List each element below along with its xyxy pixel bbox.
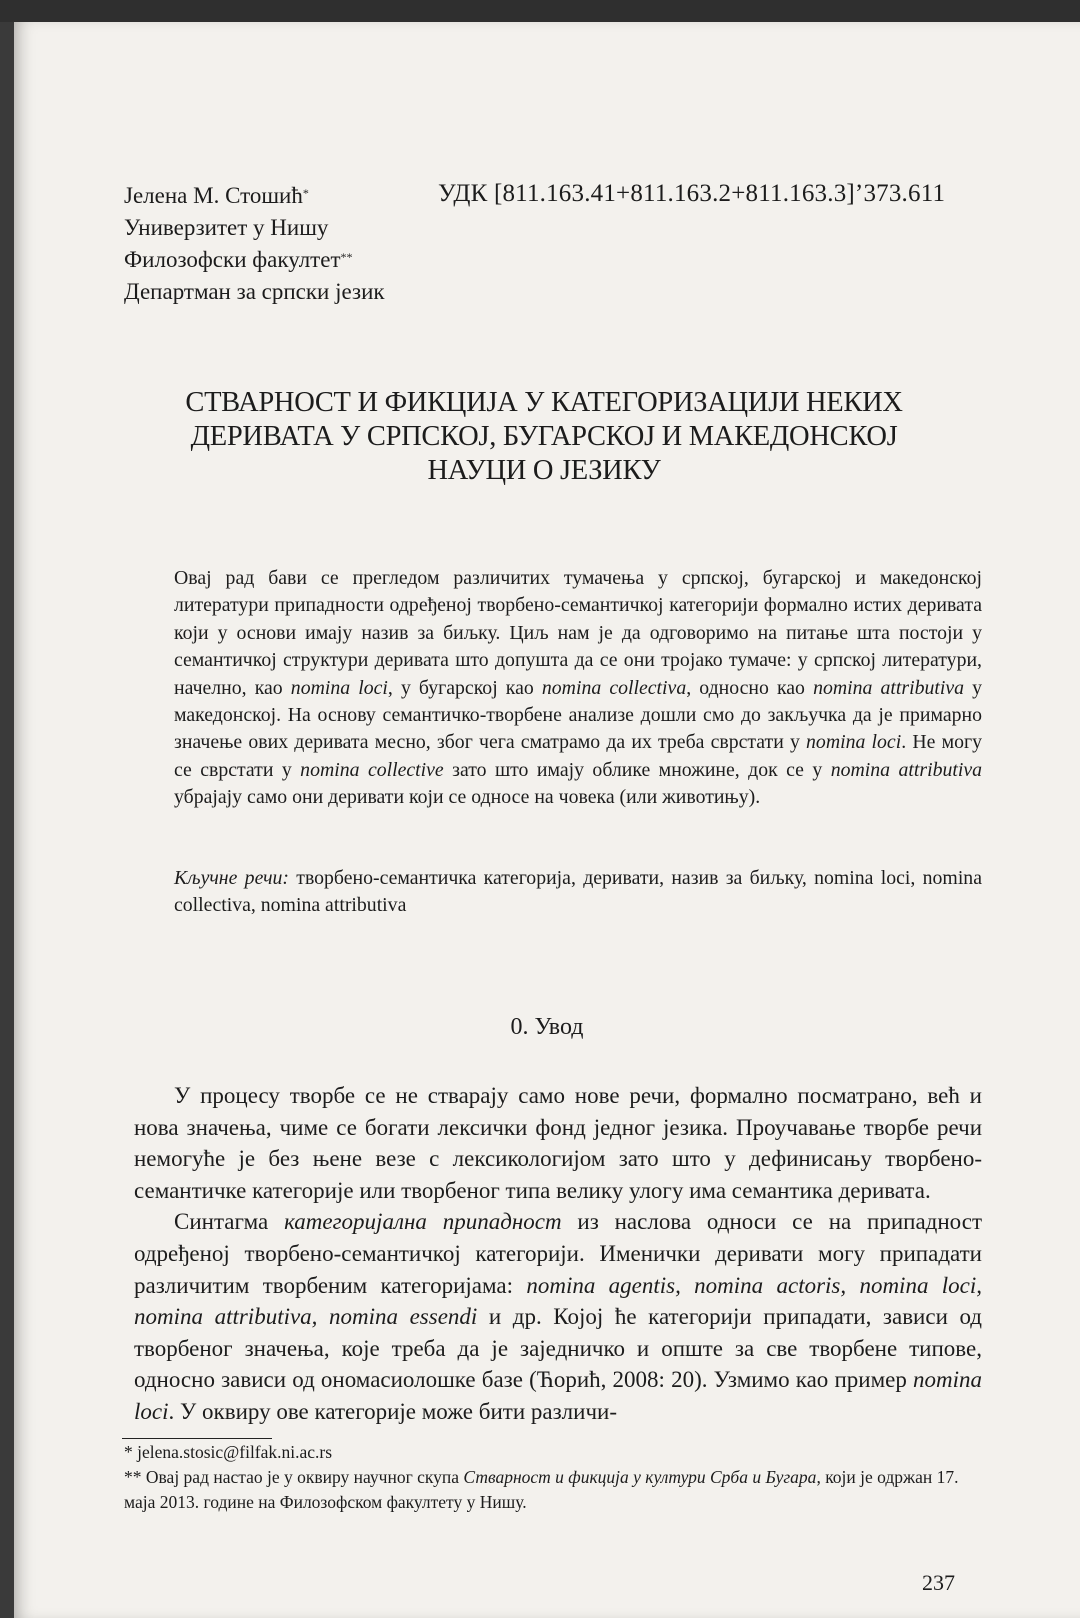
- document-page: [14, 22, 1080, 1618]
- title-line-3: НАУЦИ О ЈЕЗИКУ: [427, 455, 661, 486]
- body-italic-run: nomina agentis, nomina actoris, nomina loci, nomina attributiva, nomina essendi: [134, 1272, 983, 1330]
- author-block: [124, 180, 385, 308]
- abstract-text: Овај рад бави се прегледом различитих тумачења у српској, бугарској и македонској литератури припадности одређеној творбено-семантичкој категорији формално истих деривата који у основи имају назив за биљку. Циљ нам је да одговоримо на питање шта постоји у семантичкој структури деривата што допушта да се они тројако тумаче: у српској литератури, начелно, као: [174, 567, 982, 699]
- abstract-text: , у бугарској као: [387, 676, 534, 699]
- section-heading: 0. Увод: [510, 1014, 584, 1040]
- abstract-text: зато што имају облике множине, док се у: [452, 758, 823, 781]
- abstract: [174, 565, 982, 812]
- abstract-term: nomina attributiva: [830, 758, 983, 781]
- abstract-text: убрајају само они деривати који се односе на човека (или животињу).: [174, 786, 761, 809]
- footnote-text: ** Овај рад настао је у оквиру научног скупа: [124, 1467, 460, 1487]
- keywords: [174, 865, 982, 920]
- body-text-run: Синтагма: [174, 1209, 269, 1235]
- keywords-label: Кључне речи:: [174, 867, 289, 889]
- affiliation-faculty: Филозофски факултет: [124, 247, 341, 272]
- abstract-text: . Не могу се сврстати у: [174, 731, 982, 781]
- body-text-run: и др. Којој ће категорији припадати, зависи од творбеног значења, које треба да је заједничко и опште за све творбене типове, односно зависи од ономасиолошке базе (Ћорић, 2008: 20). Узмимо као пример: [134, 1304, 982, 1393]
- body-paragraph-2: [134, 1206, 982, 1427]
- body-text-run: из наслова односи се на припадност одређеној творбено-семантичкој категорији. Именички деривати могу припадати различитим творбеним категоријама:: [134, 1209, 983, 1298]
- body-text: [134, 1080, 982, 1428]
- title-line-2: ДЕРИВАТА У СРПСКОЈ, БУГАРСКОЈ И МАКЕДОНСКОЈ: [190, 421, 898, 452]
- body-italic-run: категоријална припадност: [284, 1209, 562, 1235]
- affiliation-university: Универзитет у Нишу: [124, 215, 329, 240]
- footnotes: [124, 1440, 984, 1515]
- faculty-footnote-mark: **: [340, 250, 353, 264]
- abstract-term: nomina collective: [300, 758, 444, 781]
- title-line-1: СТВАРНОСТ И ФИКЦИЈА У КАТЕГОРИЗАЦИЈИ НЕКИХ: [185, 387, 903, 418]
- abstract-text: , односно као: [686, 676, 805, 699]
- footnote-2: [124, 1465, 984, 1515]
- author-footnote-mark: *: [302, 186, 309, 200]
- body-italic-run: nomina loci: [134, 1367, 982, 1424]
- footnote-text: , који је одржан 17. маја 2013. године на Филозофском факултету у Нишу.: [124, 1467, 959, 1512]
- abstract-text: у македонској. На основу семантичко-творбене анализе дошли смо до закључка да је примарно значење ових деривата месно, због чега сматрамо да их треба сврстати у: [174, 676, 983, 754]
- abstract-term: nomina loci: [290, 676, 388, 699]
- abstract-term: nomina loci: [806, 731, 902, 754]
- footnote-italic: Стварност и фикција у култури Срба и Бугара: [463, 1467, 817, 1487]
- book-gutter-shadow: [0, 0, 1080, 22]
- article-title: [104, 386, 984, 488]
- body-text-run: . У оквиру ове категорије може бити различи-: [168, 1398, 617, 1424]
- footnote-1: * jelena.stosic@filfak.ni.ac.rs: [124, 1442, 333, 1462]
- page-number: 237: [922, 1570, 955, 1595]
- author-name: Јелена М. Стошић: [124, 183, 303, 208]
- udk-classification: УДК [811.163.41+811.163.2+811.163.3]’373.611: [438, 180, 946, 207]
- body-paragraph-1: У процесу творбе се не стварају само нове речи, формално посматрано, већ и нова значења, чиме се богати лексички фонд једног језика. Проучавање творбе речи немогуће је без њене везе с лексикологијом зато што у дефинисању творбено-семантичке категорије или творбеног типа велику улогу има семантика деривата.: [134, 1083, 982, 1203]
- abstract-term: nomina collectiva: [541, 676, 687, 699]
- keywords-text: творбено-семантичка категорија, деривати, назив за биљку, nomina loci, nomina collectiva, nomina attributiva: [174, 867, 982, 917]
- abstract-term: nomina attributiva: [813, 676, 965, 699]
- affiliation-department: Департман за српски језик: [124, 279, 385, 304]
- footnote-divider: [122, 1438, 272, 1439]
